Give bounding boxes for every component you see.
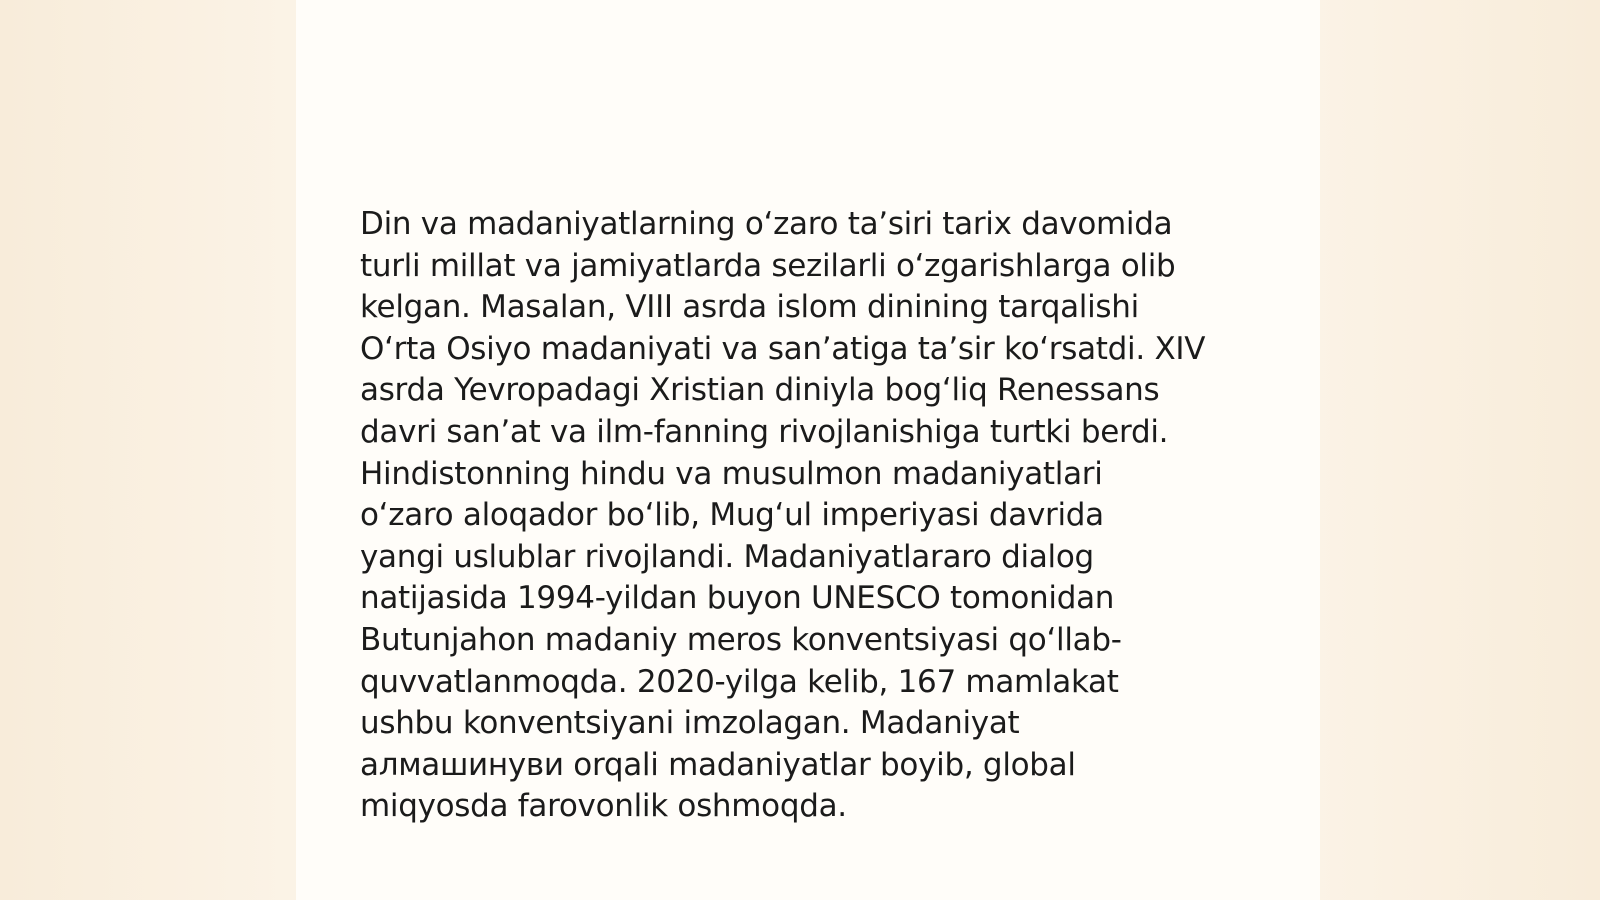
text-line: Butunjahon madaniy meros konventsiyasi qoʻllab- [360,621,1122,658]
text-line: davri sanʼat va ilm-fanning rivojlanishiga turtki berdi. [360,413,1169,450]
text-line: Din va madaniyatlarning oʻzaro taʼsiri tarix davomida [360,206,1173,242]
text-line: алмашинуви orqali madaniyatlar boyib, global [360,746,1076,783]
text-line: miqyosda farovonlik oshmoqda. [360,788,847,825]
text-line: Hindistonning hindu va musulmon madaniyatlari [360,455,1103,492]
text-line: Oʻrta Osiyo madaniyati va sanʼatiga taʼsir koʻrsatdi. XIV [360,330,1206,367]
text-line: kelgan. Masalan, VIII asrda islom dinining tarqalishi [360,289,1139,326]
text-line: natijasida 1994-yildan buyon UNESCO tomonidan [360,580,1115,617]
text-line: quvvatlanmoqda. 2020-yilga kelib, 167 mamlakat [360,663,1119,700]
document-page [296,0,1320,900]
text-line: ushbu konventsiyani imzolagan. Madaniyat [360,705,1020,742]
text-line: asrda Yevropadagi Xristian diniyla bogʻliq Renessans [360,372,1160,409]
text-line: turli millat va jamiyatlarda sezilarli oʻzgarishlarga olib [360,247,1176,284]
text-line: oʻzaro aloqador boʻlib, Mugʻul imperiyasi davrida [360,497,1104,534]
body-paragraph [360,204,1260,828]
text-line: yangi uslublar rivojlandi. Madaniyatlararo dialog [360,538,1094,575]
